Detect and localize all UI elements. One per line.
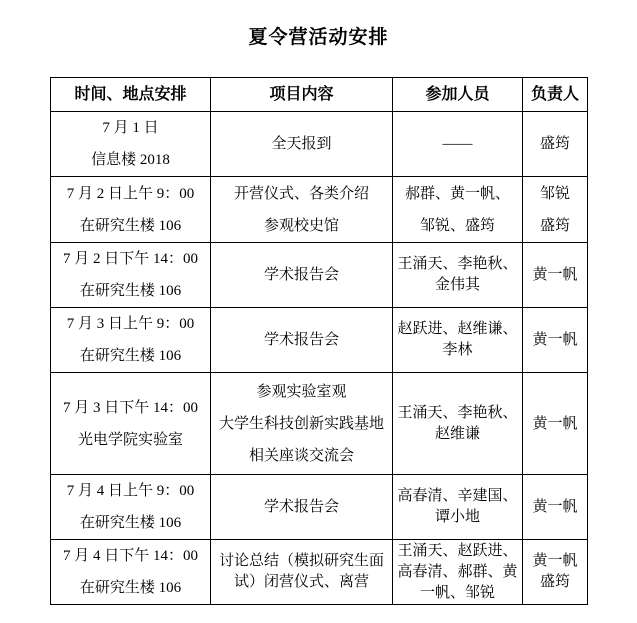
table-row (51, 540, 588, 605)
cell-line: 王涌天、赵跃进、 (397, 542, 518, 559)
cell-line: 邹锐 (539, 185, 570, 202)
cell-line: 王涌天、李艳秋、 (397, 256, 518, 272)
table-cell (523, 475, 588, 540)
cell-line: 大学生科技创新实践基地 (218, 415, 384, 432)
table-cell (211, 475, 393, 540)
table-row (51, 112, 588, 177)
table-cell (393, 243, 523, 308)
table-cell (51, 540, 211, 605)
table-row (51, 308, 588, 373)
table-row (51, 177, 588, 243)
cell-line: 黄一帆 (532, 332, 578, 348)
cell-line: 赵跃进、赵维谦、 (397, 321, 518, 337)
cell-line: 高春清、郝群、黄 (397, 563, 518, 580)
cell-line: 7 月 3 日下午 14：00 (62, 399, 198, 416)
header-cell-leader: 负责人 (523, 78, 588, 112)
cell-line: 在研究生楼 106 (79, 348, 182, 364)
table-cell (393, 112, 523, 177)
header-cell-time-location: 时间、地点安排 (51, 78, 211, 112)
cell-line: 在研究生楼 106 (79, 580, 182, 596)
cell-line: 7 月 2 日上午 9：00 (66, 185, 195, 202)
schedule-table (50, 77, 588, 605)
cell-line: 学术报告会 (263, 332, 339, 348)
table-cell (211, 243, 393, 308)
cell-line: 王涌天、李艳秋、 (397, 404, 518, 421)
table-header (51, 78, 588, 112)
cell-line: 李林 (442, 342, 473, 358)
cell-line: 一帆、邹锐 (419, 584, 495, 601)
table-cell (523, 112, 588, 177)
cell-line: 试）闭营仪式、离营 (233, 574, 369, 590)
cell-line: 在研究生楼 106 (79, 515, 182, 531)
table-cell (211, 112, 393, 177)
cell-line: 7 月 3 日上午 9：00 (66, 316, 195, 332)
cell-line: 盛筠 (539, 217, 570, 234)
cell-line: 参观实验室观 (256, 383, 347, 400)
cell-line: 全天报到 (271, 136, 332, 152)
table-cell (211, 177, 393, 243)
table-cell (51, 373, 211, 475)
cell-line: 7 月 4 日上午 9：00 (66, 483, 195, 499)
cell-line: 7 月 2 日下午 14：00 (62, 251, 198, 267)
cell-line: —— (442, 136, 473, 152)
table-cell (523, 373, 588, 475)
cell-line: 7 月 1 日 (102, 120, 159, 136)
cell-line: 相关座谈交流会 (248, 447, 354, 464)
cell-line: 邹锐、盛筠 (419, 217, 495, 234)
header-cell-participants: 参加人员 (393, 78, 523, 112)
cell-line: 参观校史馆 (263, 217, 339, 234)
cell-line: 光电学院实验室 (77, 431, 183, 448)
header-cell-activity: 项目内容 (211, 78, 393, 112)
table-cell (523, 243, 588, 308)
cell-line: 高春清、辛建国、 (397, 488, 518, 504)
table-row (51, 373, 588, 475)
table-cell (393, 540, 523, 605)
table-row (51, 475, 588, 540)
cell-line: 在研究生楼 106 (79, 283, 182, 299)
table-body (51, 112, 588, 605)
table-cell (51, 112, 211, 177)
cell-line: 金伟其 (434, 277, 480, 293)
table-cell (523, 308, 588, 373)
table-cell (51, 475, 211, 540)
cell-line: 盛筠 (539, 136, 570, 152)
table-cell (211, 373, 393, 475)
table-cell (393, 373, 523, 475)
cell-line: 开营仪式、各类介绍 (233, 185, 369, 202)
cell-line: 盛筠 (539, 574, 570, 590)
cell-line: 讨论总结（模拟研究生面 (218, 553, 384, 569)
cell-line: 黄一帆 (532, 415, 578, 432)
table-cell (523, 540, 588, 605)
cell-line: 信息楼 2018 (91, 152, 170, 168)
cell-line: 黄一帆 (532, 267, 578, 283)
table-cell (211, 540, 393, 605)
header-row (51, 78, 588, 112)
cell-line: 在研究生楼 106 (79, 217, 182, 234)
table-row (51, 243, 588, 308)
cell-line: 黄一帆 (532, 499, 578, 515)
table-cell (393, 177, 523, 243)
page-title: 夏令营活动安排 (248, 27, 389, 48)
cell-line: 学术报告会 (263, 267, 339, 283)
table-cell (51, 243, 211, 308)
cell-line: 7 月 4 日下午 14：00 (62, 548, 198, 564)
cell-line: 郝群、黄一帆、 (404, 185, 510, 202)
table-cell (211, 308, 393, 373)
table-cell (51, 308, 211, 373)
table-cell (523, 177, 588, 243)
cell-line: 赵维谦 (434, 425, 480, 442)
table-cell (393, 475, 523, 540)
table-cell (51, 177, 211, 243)
table-cell (393, 308, 523, 373)
cell-line: 黄一帆 (532, 553, 578, 569)
cell-line: 学术报告会 (263, 499, 339, 515)
cell-line: 谭小地 (434, 509, 480, 525)
